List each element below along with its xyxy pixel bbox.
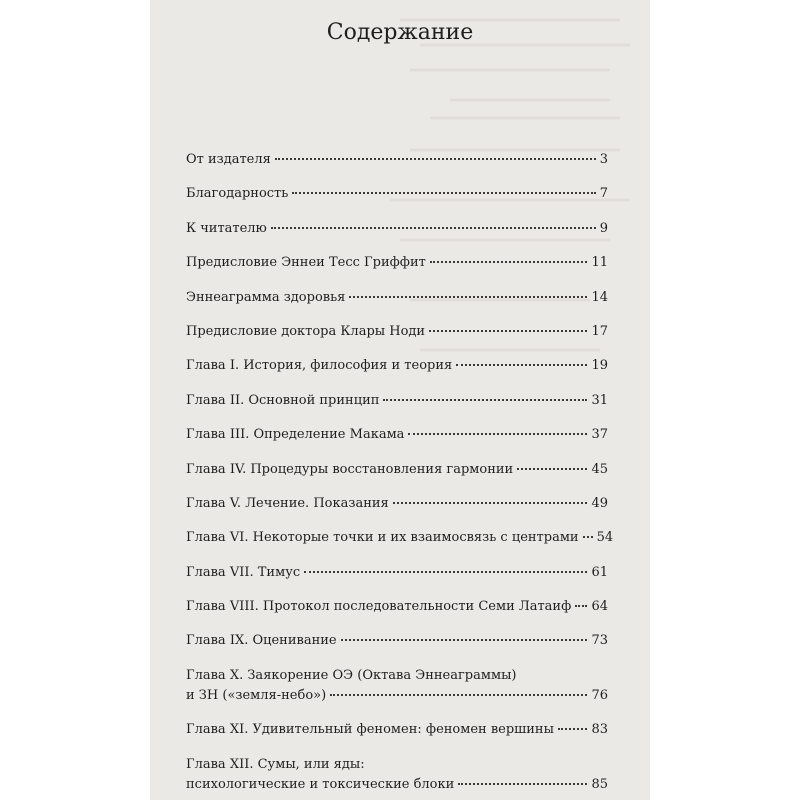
toc-entry-label: психологические и токсические блоки: [186, 776, 455, 792]
dot-leader: [341, 639, 588, 641]
toc-entry-label: Глава V. Лечение. Показания: [186, 495, 389, 511]
toc-entry-label: К читателю: [186, 220, 267, 236]
toc-entry-label: Глава VI. Некоторые точки и их взаимосвязь с центрами: [186, 530, 579, 546]
toc-entry-label: От издателя: [186, 152, 271, 167]
dot-leader: [275, 158, 596, 160]
toc-page-number: 49: [591, 495, 608, 511]
dot-leader: [383, 399, 587, 401]
toc-page-number: 61: [591, 564, 608, 580]
toc-page-number: 31: [591, 392, 608, 408]
dot-leader: [558, 728, 588, 730]
dot-leader: [575, 605, 587, 607]
toc-page-number: 83: [591, 722, 608, 738]
toc-page-number: 37: [591, 427, 608, 443]
toc-entry-label: Глава II. Основной принцип: [186, 392, 380, 408]
toc-page-number: 64: [591, 599, 608, 615]
toc-entry[interactable]: [186, 528, 614, 548]
toc-entry[interactable]: [186, 184, 608, 204]
dot-leader: [304, 571, 587, 573]
toc-page-number: 54: [596, 530, 614, 546]
toc-entry[interactable]: [186, 666, 608, 706]
toc-entry[interactable]: [186, 631, 608, 651]
dot-leader: [583, 536, 593, 538]
toc-entry[interactable]: [186, 356, 608, 376]
dot-leader: [330, 694, 587, 696]
toc-page-number: 7: [599, 186, 608, 202]
dot-leader: [458, 783, 587, 785]
dot-leader: [292, 192, 595, 194]
toc-entry[interactable]: [186, 425, 608, 445]
toc-page-number: 14: [591, 289, 608, 305]
toc-entry[interactable]: [186, 720, 608, 740]
toc-entry[interactable]: [186, 494, 608, 514]
toc-entry-label: Предисловие доктора Клары Ноди: [186, 323, 426, 339]
toc-entry-label: Глава VII. Тимус: [186, 564, 301, 580]
toc-entry[interactable]: [186, 460, 608, 480]
dot-leader: [393, 502, 588, 504]
dot-leader: [456, 364, 587, 366]
toc-entry[interactable]: [186, 391, 608, 411]
toc-page-number: 9: [599, 220, 608, 236]
toc-entry[interactable]: [186, 563, 608, 583]
toc-page-number: 3: [599, 152, 608, 167]
toc-page-number: 19: [591, 358, 608, 374]
toc-page-number: 45: [591, 461, 608, 477]
toc-entry[interactable]: [186, 755, 608, 795]
toc-entry-label: Глава I. История, философия и теория: [186, 358, 453, 374]
toc-entry-label: и ЗН («земля-небо»): [186, 687, 327, 703]
table-of-contents: [186, 150, 614, 800]
toc-entry-label-line1: Глава XII. Сумы, или яды:: [186, 756, 365, 772]
dot-leader: [430, 261, 588, 263]
dot-leader: [408, 433, 587, 435]
toc-page-number: 11: [591, 255, 608, 271]
toc-entry-label: Глава IX. Оценивание: [186, 633, 337, 649]
dot-leader: [271, 227, 596, 229]
toc-entry-label: Глава IV. Процедуры восстановления гармонии: [186, 461, 514, 477]
toc-entry-label: Глава III. Определение Макама: [186, 427, 405, 443]
book-page: [150, 0, 650, 800]
dot-leader: [429, 330, 587, 332]
toc-page-number: 76: [591, 687, 608, 703]
toc-page-number: 85: [591, 776, 608, 792]
toc-entry-label: Благодарность: [186, 186, 289, 202]
toc-entry[interactable]: [186, 150, 608, 170]
toc-entry[interactable]: [186, 219, 608, 239]
dot-leader: [517, 468, 587, 470]
toc-entry[interactable]: [186, 288, 608, 308]
toc-entry[interactable]: [186, 322, 608, 342]
toc-entry[interactable]: [186, 253, 608, 273]
toc-entry-label: Глава XI. Удивительный феномен: феномен вершины: [186, 722, 554, 738]
toc-page-number: 73: [591, 633, 608, 649]
toc-entry-label: Эннеаграмма здоровья: [186, 289, 346, 305]
page-title: Содержание: [326, 20, 474, 45]
dot-leader: [349, 296, 587, 298]
toc-entry[interactable]: [186, 597, 608, 617]
toc-entry-label-line1: Глава X. Заякорение ОЭ (Октава Эннеаграммы): [186, 667, 517, 683]
toc-page-number: 17: [591, 323, 608, 339]
toc-entry-label: Предисловие Эннеи Тесс Гриффит: [186, 255, 426, 271]
toc-entry-label: Глава VIII. Протокол последовательности Семи Латаиф: [186, 599, 572, 615]
